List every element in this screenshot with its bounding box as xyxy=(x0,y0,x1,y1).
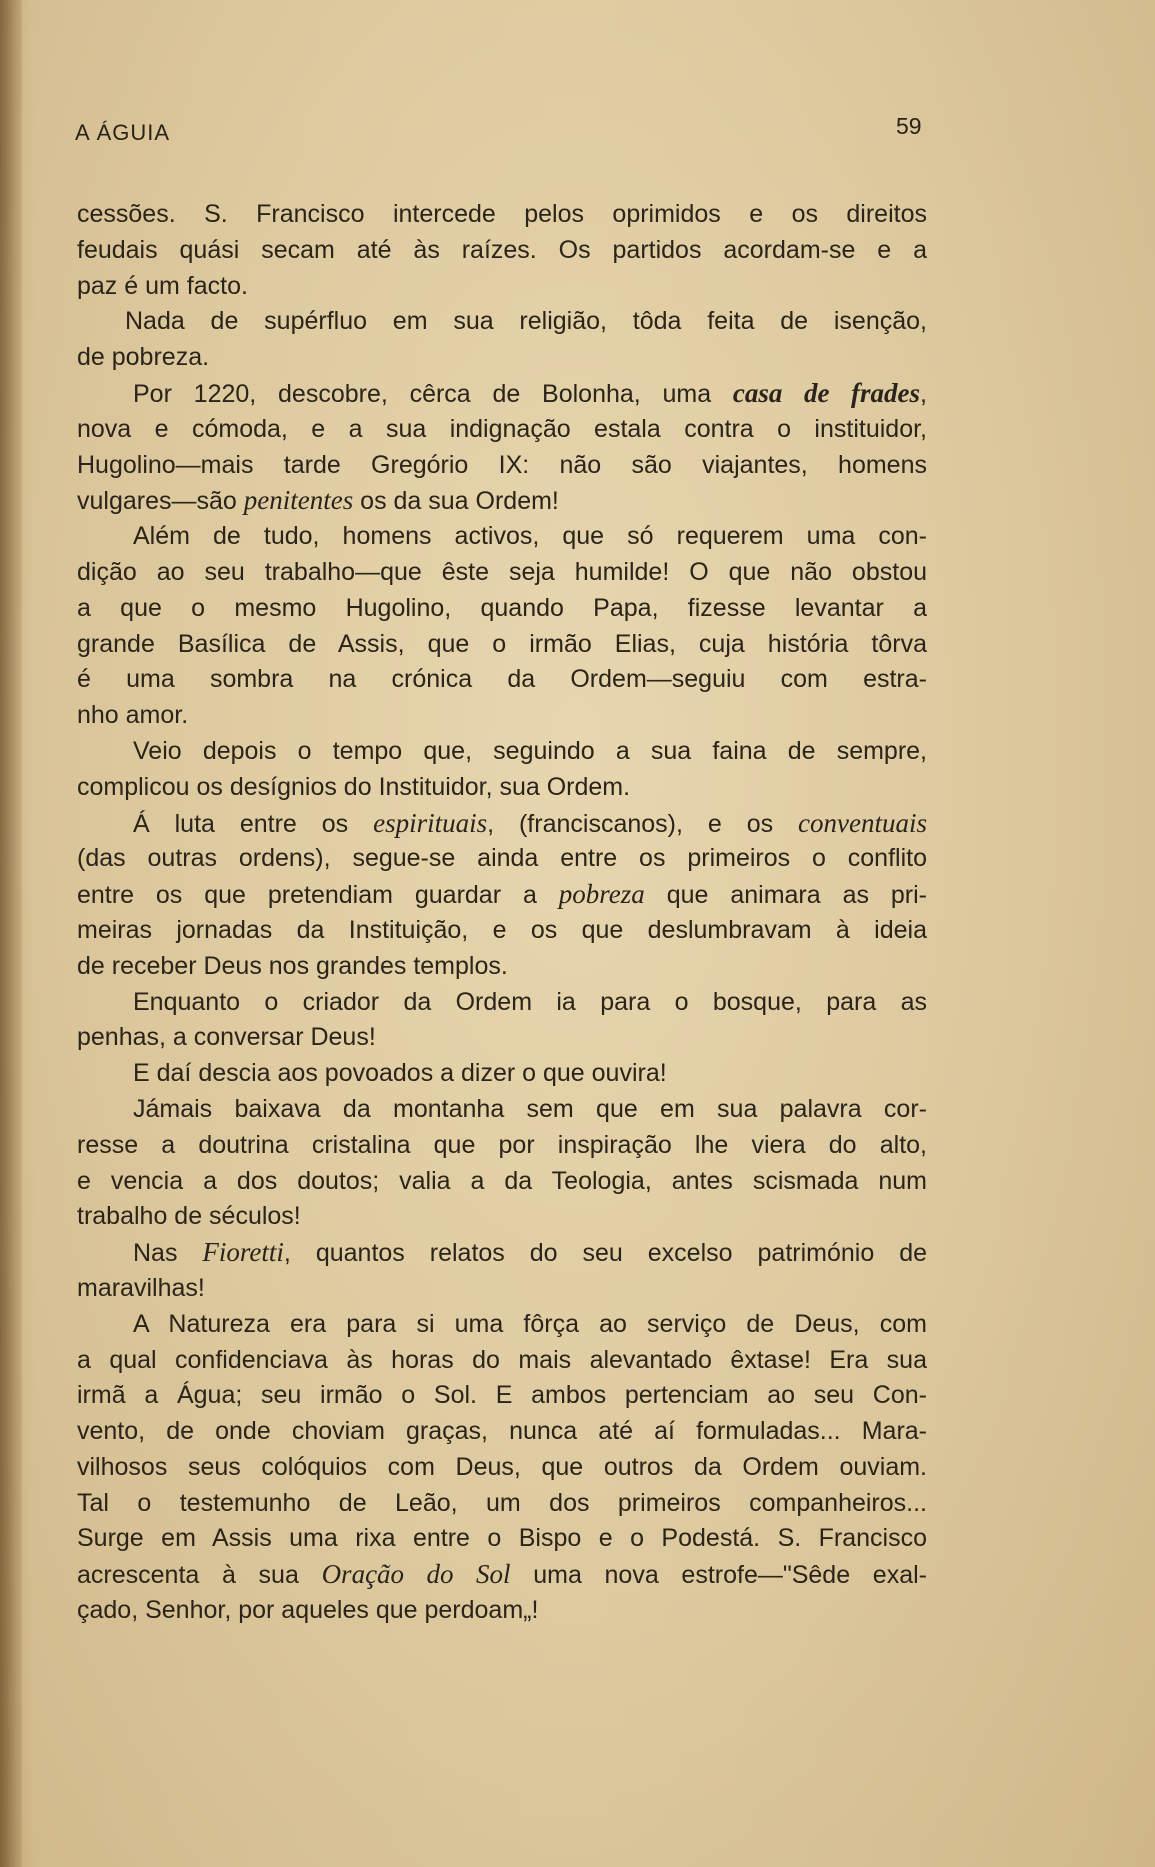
text-line xyxy=(77,1557,927,1593)
italic-phrase: conventuais xyxy=(798,807,927,838)
italic-phrase: espirituais xyxy=(373,807,488,838)
text-line: a que o mesmo Hugolino, quando Papa, fizesse levantar a xyxy=(77,593,927,622)
italic-phrase: penitentes xyxy=(243,485,354,516)
text-line: complicou os desígnios do Instituidor, sua Ordem. xyxy=(77,772,631,801)
text-line: paz é um facto. xyxy=(77,271,248,300)
text-run: vulgares—são xyxy=(77,487,244,516)
text-run: acrescenta à sua xyxy=(77,1561,322,1590)
text-run: entre os que pretendiam guardar a xyxy=(77,881,559,910)
text-line: de pobreza. xyxy=(77,343,210,372)
text-line: Jámais baixava da montanha sem que em sua palavra cor- xyxy=(133,1094,927,1123)
text-line: A Natureza era para si uma fôrça ao serviço de Deus, com xyxy=(133,1309,927,1338)
text-line: nova e cómoda, e a sua indignação estala contra o instituidor, xyxy=(77,414,927,443)
italic-phrase: Oração do Sol xyxy=(321,1559,511,1590)
text-line: de receber Deus nos grandes templos. xyxy=(77,951,508,980)
running-title: A ÁGUIA xyxy=(75,120,171,145)
text-line xyxy=(77,1235,927,1271)
text-line xyxy=(77,806,927,842)
text-line: E daí descia aos povoados a dizer o que ouvira! xyxy=(133,1059,667,1088)
text-line: Surge em Assis uma rixa entre o Bispo e o Podestá. S. Francisco xyxy=(77,1524,927,1553)
text-run: que animara as pri- xyxy=(644,881,928,910)
text-line: resse a doutrina cristalina que por inspiração lhe viera do alto, xyxy=(77,1130,927,1159)
text-line: feudais quási secam até às raízes. Os partidos acordam-se e a xyxy=(77,235,927,264)
text-run: , quantos relatos do seu excelso património de xyxy=(283,1239,927,1268)
text-line: dição ao seu trabalho—que êste seja humilde! O que não obstou xyxy=(77,557,927,586)
text-line: Nada de supérfluo em sua religião, tôda feita de isenção, xyxy=(125,307,927,336)
text-line: vento, de onde choviam graças, nunca até aí formuladas... Mara- xyxy=(77,1417,927,1446)
text-line: penhas, a conversar Deus! xyxy=(77,1023,376,1052)
text-line: maravilhas! xyxy=(77,1273,205,1302)
text-run: Á luta entre os xyxy=(133,809,374,838)
text-line: irmã a Água; seu irmão o Sol. E ambos pertenciam ao seu Con- xyxy=(77,1381,927,1410)
text-line: Veio depois o tempo que, seguindo a sua faina de sempre, xyxy=(133,736,927,765)
body-text xyxy=(77,197,927,1629)
text-run: , (franciscanos), e os xyxy=(487,809,799,838)
italic-phrase: casa de frades xyxy=(732,377,921,408)
text-line: Além de tudo, homens activos, que só requerem uma con- xyxy=(133,522,927,551)
text-line xyxy=(77,877,927,913)
text-line: é uma sombra na crónica da Ordem—seguiu com estra- xyxy=(77,665,927,694)
text-line: Tal o testemunho de Leão, um dos primeiros companheiros... xyxy=(77,1488,927,1517)
text-line: a qual confidenciava às horas do mais alevantado êxtase! Era sua xyxy=(77,1345,927,1374)
text-line: nho amor. xyxy=(77,701,189,730)
italic-phrase: Fioretti xyxy=(202,1237,284,1268)
text-line: e vencia a dos doutos; valia a da Teologia, antes scismada num xyxy=(77,1166,927,1195)
text-line: vilhosos seus colóquios com Deus, que outros da Ordem ouviam. xyxy=(77,1452,927,1481)
italic-phrase: pobreza xyxy=(558,879,645,910)
page-number: 59 xyxy=(896,113,922,139)
text-line xyxy=(77,376,927,412)
text-line: Hugolino—mais tarde Gregório IX: não são viajantes, homens xyxy=(77,450,927,479)
text-run: Nas xyxy=(133,1239,203,1268)
text-line: trabalho de séculos! xyxy=(77,1202,301,1231)
text-run: , xyxy=(920,379,927,408)
text-run: Por 1220, descobre, cêrca de Bolonha, uma xyxy=(133,379,733,408)
text-line: Enquanto o criador da Ordem ia para o bosque, para as xyxy=(133,987,927,1016)
text-run: os da sua Ordem! xyxy=(353,487,559,516)
text-line: grande Basílica de Assis, que o irmão Elias, cuja história tôrva xyxy=(77,629,927,658)
text-line: cessões. S. Francisco intercede pelos oprimidos e os direitos xyxy=(77,200,927,228)
text-line: çado, Senhor, por aqueles que perdoam„! xyxy=(77,1596,539,1625)
text-run: uma nova estrofe—"Sêde exal- xyxy=(510,1561,927,1590)
text-line: meiras jornadas da Instituição, e os que deslumbravam à ideia xyxy=(77,915,927,944)
text-line: (das outras ordens), segue-se ainda entre os primeiros o conflito xyxy=(77,844,927,873)
text-line xyxy=(77,483,927,519)
